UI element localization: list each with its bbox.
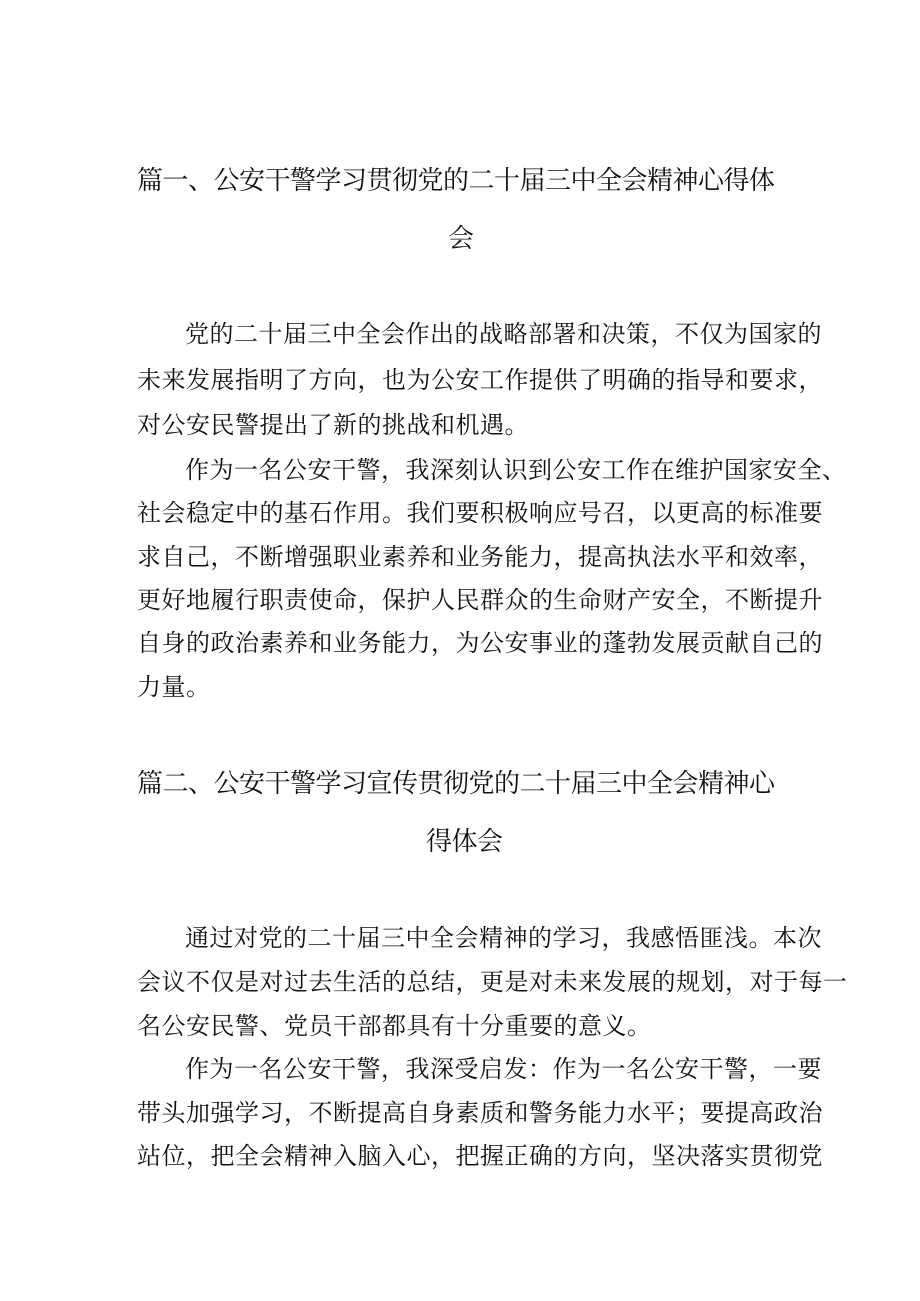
section-1-paragraph-2-line-2: 社会稳定中的基石作用。我们要积极响应号召，以更高的标准要 xyxy=(137,499,823,527)
section-2-paragraph-2-line-1: 作为一名公安干警，我深受启发：作为一名公安干警，一要 xyxy=(185,1055,822,1083)
section-2-paragraph-1-line-1: 通过对党的二十届三中全会精神的学习，我感悟匪浅。本次 xyxy=(185,924,822,952)
section-1-paragraph-2-line-3: 求自己，不断增强职业素养和业务能力，提高执法水平和效率， xyxy=(137,543,823,571)
section-1-title-line-1: 篇一、公安干警学习贯彻党的二十届三中全会精神心得体 xyxy=(137,166,775,196)
section-2-paragraph-1-line-2: 会议不仅是对过去生活的总结，更是对未来发展的规划，对于每一 xyxy=(137,968,848,996)
section-1-paragraph-2-line-6: 力量。 xyxy=(137,673,211,701)
section-1-paragraph-2-line-1: 作为一名公安干警，我深刻认识到公安工作在维护国家安全、 xyxy=(185,456,847,484)
section-1-paragraph-1-line-2: 未来发展指明了方向，也为公安工作提供了明确的指导和要求， xyxy=(137,366,823,394)
section-1-paragraph-1-line-3: 对公安民警提出了新的挑战和机遇。 xyxy=(137,411,529,439)
section-1-title-line-2: 会 xyxy=(448,224,474,254)
section-2-title-line-1: 篇二、公安干警学习宣传贯彻党的二十届三中全会精神心 xyxy=(137,769,775,799)
section-2-paragraph-2-line-3: 站位，把全会精神入脑入心，把握正确的方向，坚决落实贯彻党 xyxy=(137,1142,823,1170)
section-1-paragraph-2-line-5: 自身的政治素养和业务能力，为公安事业的蓬勃发展贡献自己的 xyxy=(137,629,823,657)
section-2-paragraph-1-line-3: 名公安民警、党员干部都具有十分重要的意义。 xyxy=(137,1012,652,1040)
section-2-title-line-2: 得体会 xyxy=(426,827,503,857)
section-1-paragraph-1-line-1: 党的二十届三中全会作出的战略部署和决策，不仅为国家的 xyxy=(185,320,822,348)
section-1-paragraph-2-line-4: 更好地履行职责使命，保护人民群众的生命财产安全，不断提升 xyxy=(137,586,823,614)
section-2-paragraph-2-line-2: 带头加强学习，不断提高自身素质和警务能力水平；要提高政治 xyxy=(137,1099,823,1127)
